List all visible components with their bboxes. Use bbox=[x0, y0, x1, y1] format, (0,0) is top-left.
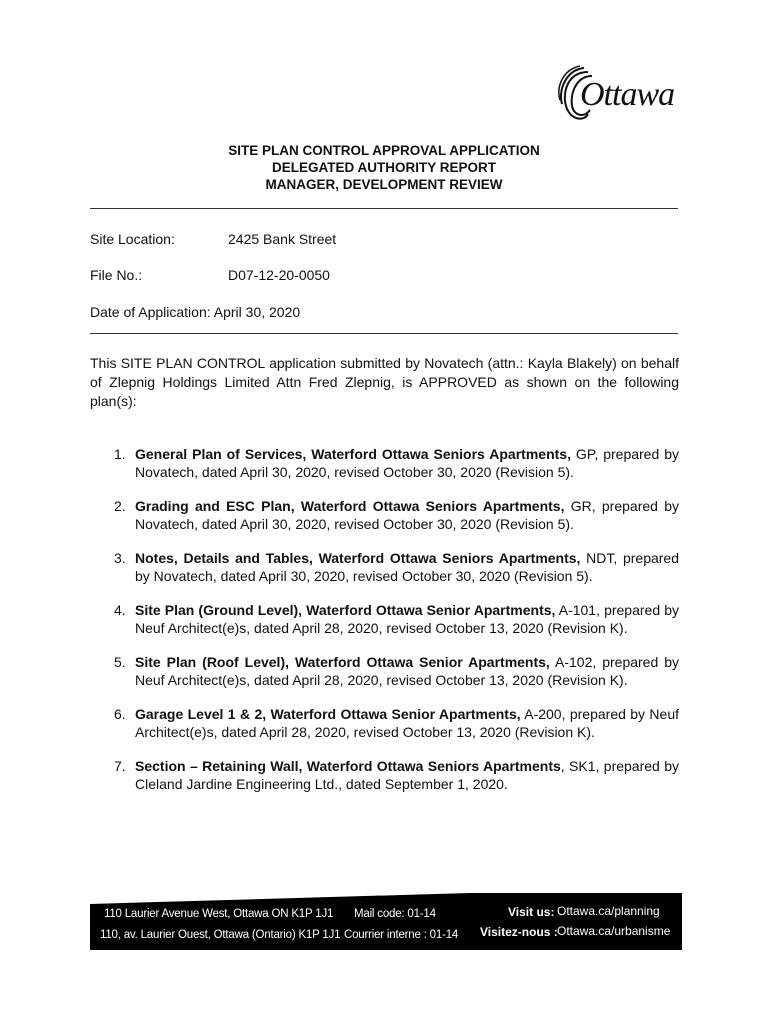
title-line-1: SITE PLAN CONTROL APPROVAL APPLICATION bbox=[228, 143, 540, 158]
approval-statement: This SITE PLAN CONTROL application submitted by Novatech (attn.: Kayla Blakely) on behalf of Zlepnig Holdings Limited Attn Fred Zlepnig, is APPROVED as shown on the following plan(s): bbox=[90, 355, 679, 409]
site-location-value: 2425 Bank Street bbox=[228, 231, 337, 247]
plan-number: 4. bbox=[114, 602, 126, 618]
plan-title: Site Plan (Ground Level), Waterford Ottawa Senior Apartments, bbox=[135, 602, 556, 618]
file-no-label: File No.: bbox=[90, 267, 143, 283]
plan-item bbox=[114, 705, 679, 741]
plan-details: NDT, prepared by Novatech, dated April 30, 2020, revised October 30, 2020 (Revision 5). bbox=[135, 550, 679, 584]
title-line-3: MANAGER, DEVELOPMENT REVIEW bbox=[265, 177, 503, 192]
report-title bbox=[90, 142, 678, 193]
plan-details: A-200, prepared by Neuf Architect(e)s, dated April 28, 2020, revised October 13, 2020 (Revision K). bbox=[135, 706, 680, 740]
plan-item bbox=[114, 549, 679, 585]
site-location-row bbox=[90, 231, 336, 247]
plan-number: 3. bbox=[114, 550, 126, 566]
plan-details: GP, prepared by Novatech, dated April 30, 2020, revised October 30, 2020 (Revision 5). bbox=[135, 446, 680, 480]
plan-title: General Plan of Services, Waterford Ottawa Seniors Apartments, bbox=[135, 446, 571, 462]
plan-number: 7. bbox=[114, 758, 126, 774]
visitez-nous-label: Visitez-nous : bbox=[480, 925, 558, 939]
city-of-ottawa-logo bbox=[558, 64, 688, 126]
plan-title: Garage Level 1 & 2, Waterford Ottawa Senior Apartments, bbox=[135, 706, 521, 722]
planning-link[interactable]: Ottawa.ca/planning bbox=[557, 904, 660, 918]
plan-item bbox=[114, 445, 679, 481]
plan-title: Grading and ESC Plan, Waterford Ottawa Seniors Apartments, bbox=[135, 498, 565, 514]
date-of-application-row bbox=[90, 304, 300, 320]
mail-code-french: Courrier interne : 01-14 bbox=[344, 929, 459, 941]
urbanisme-link[interactable]: Ottawa.ca/urbanisme bbox=[557, 924, 671, 938]
plan-title: Section – Retaining Wall, Waterford Ottawa Seniors Apartments bbox=[135, 758, 561, 774]
divider-bottom bbox=[90, 333, 678, 334]
plan-details: , SK1, prepared by Cleland Jardine Engineering Ltd., dated September 1, 2020. bbox=[135, 758, 679, 792]
plan-item bbox=[114, 653, 679, 689]
footer-contact-bar bbox=[90, 893, 682, 950]
mail-code-english: Mail code: 01-14 bbox=[354, 908, 436, 920]
logo-wordmark: Ottawa bbox=[580, 76, 675, 113]
divider-top bbox=[90, 208, 678, 209]
file-no-row bbox=[90, 267, 330, 283]
file-no-value: D07-12-20-0050 bbox=[228, 267, 330, 283]
visit-us-label: Visit us: bbox=[508, 905, 555, 919]
plan-number: 6. bbox=[114, 706, 126, 722]
date-value: April 30, 2020 bbox=[213, 304, 301, 320]
plan-item bbox=[114, 757, 679, 793]
plan-item bbox=[114, 497, 679, 533]
plan-number: 5. bbox=[114, 654, 126, 670]
date-label: Date of Application: bbox=[90, 304, 211, 320]
site-location-label: Site Location: bbox=[90, 231, 175, 247]
address-english: 110 Laurier Avenue West, Ottawa ON K1P 1J1 bbox=[104, 908, 334, 920]
plan-item bbox=[114, 601, 679, 637]
plan-details: A-102, prepared by Neuf Architect(e)s, dated April 28, 2020, revised October 13, 2020 (Revision K). bbox=[135, 654, 679, 688]
plan-number: 1. bbox=[114, 446, 126, 462]
title-line-2: DELEGATED AUTHORITY REPORT bbox=[271, 160, 496, 175]
plan-details: A-101, prepared by Neuf Architect(e)s, dated April 28, 2020, revised October 13, 2020 (Revision K). bbox=[135, 602, 679, 636]
plan-details: GR, prepared by Novatech, dated April 30, 2020, revised October 30, 2020 (Revision 5). bbox=[135, 498, 679, 532]
plan-list bbox=[114, 445, 679, 809]
plan-number: 2. bbox=[114, 498, 126, 514]
address-french: 110, av. Laurier Ouest, Ottawa (Ontario) K1P 1J1 bbox=[100, 929, 341, 941]
plan-title: Notes, Details and Tables, Waterford Ottawa Seniors Apartments, bbox=[135, 550, 581, 566]
plan-title: Site Plan (Roof Level), Waterford Ottawa Senior Apartments, bbox=[135, 654, 550, 670]
